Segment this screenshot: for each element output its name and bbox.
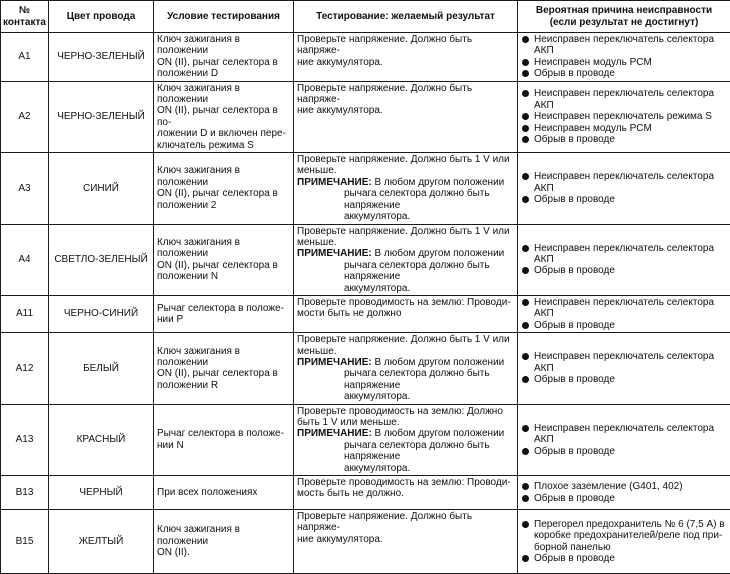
header-row — [1, 1, 730, 33]
condition-cell — [154, 404, 294, 475]
pin-cell: B13 — [1, 476, 49, 510]
result-cell — [294, 295, 518, 332]
header-condition: Условие тестирования — [154, 1, 294, 33]
condition-line: ON (II), рычаг селектора в — [157, 57, 290, 68]
condition-line: положении D — [157, 68, 290, 79]
note-first-line — [297, 248, 514, 259]
pin-cell: A1 — [1, 33, 49, 82]
result-line: Проверьте напряжение. Должно быть 1 V или — [297, 154, 514, 165]
result-cell — [294, 33, 518, 82]
cause-cell — [518, 476, 730, 510]
note-label: ПРИМЕЧАНИЕ: — [297, 428, 372, 439]
pin-cell: A13 — [1, 404, 49, 475]
cause-item: Обрыв в проводе — [521, 265, 727, 276]
wire-color-cell: СВЕТЛО-ЗЕЛЕНЫЙ — [49, 224, 154, 295]
condition-line: ON (II), рычаг селектора в — [157, 368, 290, 379]
condition-cell — [154, 153, 294, 224]
condition-cell — [154, 510, 294, 574]
cause-list — [521, 88, 727, 145]
cause-item: Неисправен переключатель селектора АКП — [521, 88, 727, 111]
condition-cell — [154, 224, 294, 295]
condition-line: Ключ зажигания в положении — [157, 237, 290, 260]
cause-list — [521, 423, 727, 457]
cause-item: Неисправен переключатель селектора АКП — [521, 351, 727, 374]
note-line: аккумулятора. — [297, 463, 514, 474]
pin-cell: A4 — [1, 224, 49, 295]
note-line: аккумулятора. — [297, 283, 514, 294]
table-row — [1, 295, 730, 332]
result-cell — [294, 404, 518, 475]
note-first-line — [297, 428, 514, 439]
header-pin: № контакта — [1, 1, 49, 33]
note-first-line — [297, 177, 514, 188]
note-text: В любом другом положении — [374, 357, 504, 368]
condition-line: Ключ зажигания в положении — [157, 34, 290, 57]
wire-color-cell: СИНИЙ — [49, 153, 154, 224]
result-line: Проверьте напряжение. Должно быть напряже- — [297, 34, 514, 57]
result-line: ние аккумулятора. — [297, 105, 514, 116]
result-line: Проверьте напряжение. Должно быть напряже- — [297, 83, 514, 106]
cause-item: Плохое заземление (G401, 402) — [521, 481, 727, 492]
condition-line: ON (II), рычаг селектора в — [157, 260, 290, 271]
wire-color-cell: ЧЕРНО-ЗЕЛЕНЫЙ — [49, 33, 154, 82]
table-row — [1, 153, 730, 224]
cause-list — [521, 243, 727, 277]
table-row — [1, 510, 730, 574]
cause-list — [521, 297, 727, 331]
cause-item: Неисправен переключатель селектора АКП — [521, 243, 727, 266]
result-line: мость быть не должно. — [297, 488, 514, 499]
cause-item: Неисправен модуль PCM — [521, 123, 727, 134]
table-body — [1, 33, 730, 574]
condition-line: положении N — [157, 271, 290, 282]
cause-item: Обрыв в проводе — [521, 68, 727, 79]
note-first-line — [297, 357, 514, 368]
pin-cell: A11 — [1, 295, 49, 332]
condition-cell — [154, 33, 294, 82]
pin-cell: A2 — [1, 81, 49, 152]
header-wire: Цвет провода — [49, 1, 154, 33]
condition-cell — [154, 81, 294, 152]
pin-cell: B15 — [1, 510, 49, 574]
condition-line: ON (II), рычаг селектора в по- — [157, 105, 290, 128]
result-line: меньше. — [297, 346, 514, 357]
result-line: ние аккумулятора. — [297, 57, 514, 68]
condition-cell — [154, 295, 294, 332]
cause-cell — [518, 295, 730, 332]
cause-cell — [518, 81, 730, 152]
condition-line: Ключ зажигания в положении — [157, 346, 290, 369]
cause-item: Неисправен переключатель селектора АКП — [521, 423, 727, 446]
condition-cell — [154, 476, 294, 510]
cause-list — [521, 171, 727, 205]
header-result: Тестирование: желаемый результат — [294, 1, 518, 33]
table-row — [1, 333, 730, 404]
cause-item: Обрыв в проводе — [521, 493, 727, 504]
condition-line: Ключ зажигания в положении — [157, 165, 290, 188]
condition-line: Рычаг селектора в положе- — [157, 428, 290, 439]
note-text: В любом другом положении — [374, 428, 504, 439]
result-line: Проверьте напряжение. Должно быть 1 V или — [297, 226, 514, 237]
cause-list — [521, 519, 727, 565]
result-line: мости быть не должно — [297, 308, 514, 319]
cause-list — [521, 34, 727, 80]
result-line: меньше. — [297, 237, 514, 248]
wire-color-cell: ЖЕЛТЫЙ — [49, 510, 154, 574]
condition-line: Ключ зажигания в положении — [157, 524, 290, 547]
header-cause: Вероятная причина неисправности (если результат не достигнут) — [518, 1, 730, 33]
condition-cell — [154, 333, 294, 404]
condition-line: нии P — [157, 314, 290, 325]
note-text: В любом другом положении — [374, 248, 504, 259]
wire-color-cell: БЕЛЫЙ — [49, 333, 154, 404]
condition-line: Рычаг селектора в положе- — [157, 303, 290, 314]
table-row — [1, 81, 730, 152]
wire-color-cell: ЧЕРНО-СИНИЙ — [49, 295, 154, 332]
wire-color-cell: ЧЕРНО-ЗЕЛЕНЫЙ — [49, 81, 154, 152]
result-line: Проверьте проводимость на землю: Должно — [297, 406, 514, 417]
table-row — [1, 404, 730, 475]
pin-cell: A12 — [1, 333, 49, 404]
table-row — [1, 224, 730, 295]
result-cell — [294, 476, 518, 510]
result-cell — [294, 153, 518, 224]
note-line: рычага селектора должно быть напряжение — [297, 188, 514, 211]
note-label: ПРИМЕЧАНИЕ: — [297, 248, 372, 259]
result-line: Проверьте проводимость на землю: Проводи- — [297, 297, 514, 308]
condition-line: ON (II). — [157, 547, 290, 558]
condition-line: Ключ зажигания в положении — [157, 83, 290, 106]
cause-item: Неисправен переключатель селектора АКП — [521, 34, 727, 57]
wire-color-cell: ЧЕРНЫЙ — [49, 476, 154, 510]
cause-item: Обрыв в проводе — [521, 320, 727, 331]
cause-item: Неисправен модуль PCM — [521, 57, 727, 68]
cause-item: Неисправен переключатель селектора АКП — [521, 171, 727, 194]
condition-line: ключатель режима S — [157, 140, 290, 151]
condition-line: нии N — [157, 440, 290, 451]
result-cell — [294, 333, 518, 404]
cause-cell — [518, 404, 730, 475]
result-line: меньше. — [297, 165, 514, 176]
cause-item: Обрыв в проводе — [521, 134, 727, 145]
result-line: быть 1 V или меньше. — [297, 417, 514, 428]
cause-cell — [518, 153, 730, 224]
cause-item: Неисправен переключатель селектора АКП — [521, 297, 727, 320]
table-row — [1, 33, 730, 82]
condition-line: При всех положениях — [157, 487, 290, 498]
table-row — [1, 476, 730, 510]
pin-cell: A3 — [1, 153, 49, 224]
cause-item: Обрыв в проводе — [521, 194, 727, 205]
condition-line: ON (II), рычаг селектора в — [157, 188, 290, 199]
cause-cell — [518, 224, 730, 295]
cause-cell — [518, 333, 730, 404]
note-line: рычага селектора должно быть напряжение — [297, 440, 514, 463]
condition-line: положении R — [157, 380, 290, 391]
result-line: ние аккумулятора. — [297, 534, 514, 545]
note-text: В любом другом положении — [374, 177, 504, 188]
note-label: ПРИМЕЧАНИЕ: — [297, 357, 372, 368]
result-line: Проверьте напряжение. Должно быть напряже- — [297, 511, 514, 534]
cause-cell — [518, 510, 730, 574]
cause-item: Перегорел предохранитель № 6 (7,5 A) в коробке предохранителей/реле под при-борной панелью — [521, 519, 727, 553]
wire-color-cell: КРАСНЫЙ — [49, 404, 154, 475]
result-cell — [294, 81, 518, 152]
note-line: аккумулятора. — [297, 211, 514, 222]
note-line: рычага селектора должно быть напряжение — [297, 260, 514, 283]
cause-item: Неисправен переключатель режима S — [521, 111, 727, 122]
note-line: рычага селектора должно быть напряжение — [297, 368, 514, 391]
cause-item: Обрыв в проводе — [521, 374, 727, 385]
cause-list — [521, 481, 727, 504]
condition-line: ложении D и включен пере- — [157, 128, 290, 139]
cause-list — [521, 351, 727, 385]
result-line: Проверьте напряжение. Должно быть 1 V или — [297, 334, 514, 345]
note-label: ПРИМЕЧАНИЕ: — [297, 177, 372, 188]
cause-cell — [518, 33, 730, 82]
result-line: Проверьте проводимость на землю: Проводи- — [297, 477, 514, 488]
condition-line: положении 2 — [157, 200, 290, 211]
note-line: аккумулятора. — [297, 391, 514, 402]
cause-item: Обрыв в проводе — [521, 553, 727, 564]
cause-item: Обрыв в проводе — [521, 446, 727, 457]
result-cell — [294, 224, 518, 295]
result-cell — [294, 510, 518, 574]
